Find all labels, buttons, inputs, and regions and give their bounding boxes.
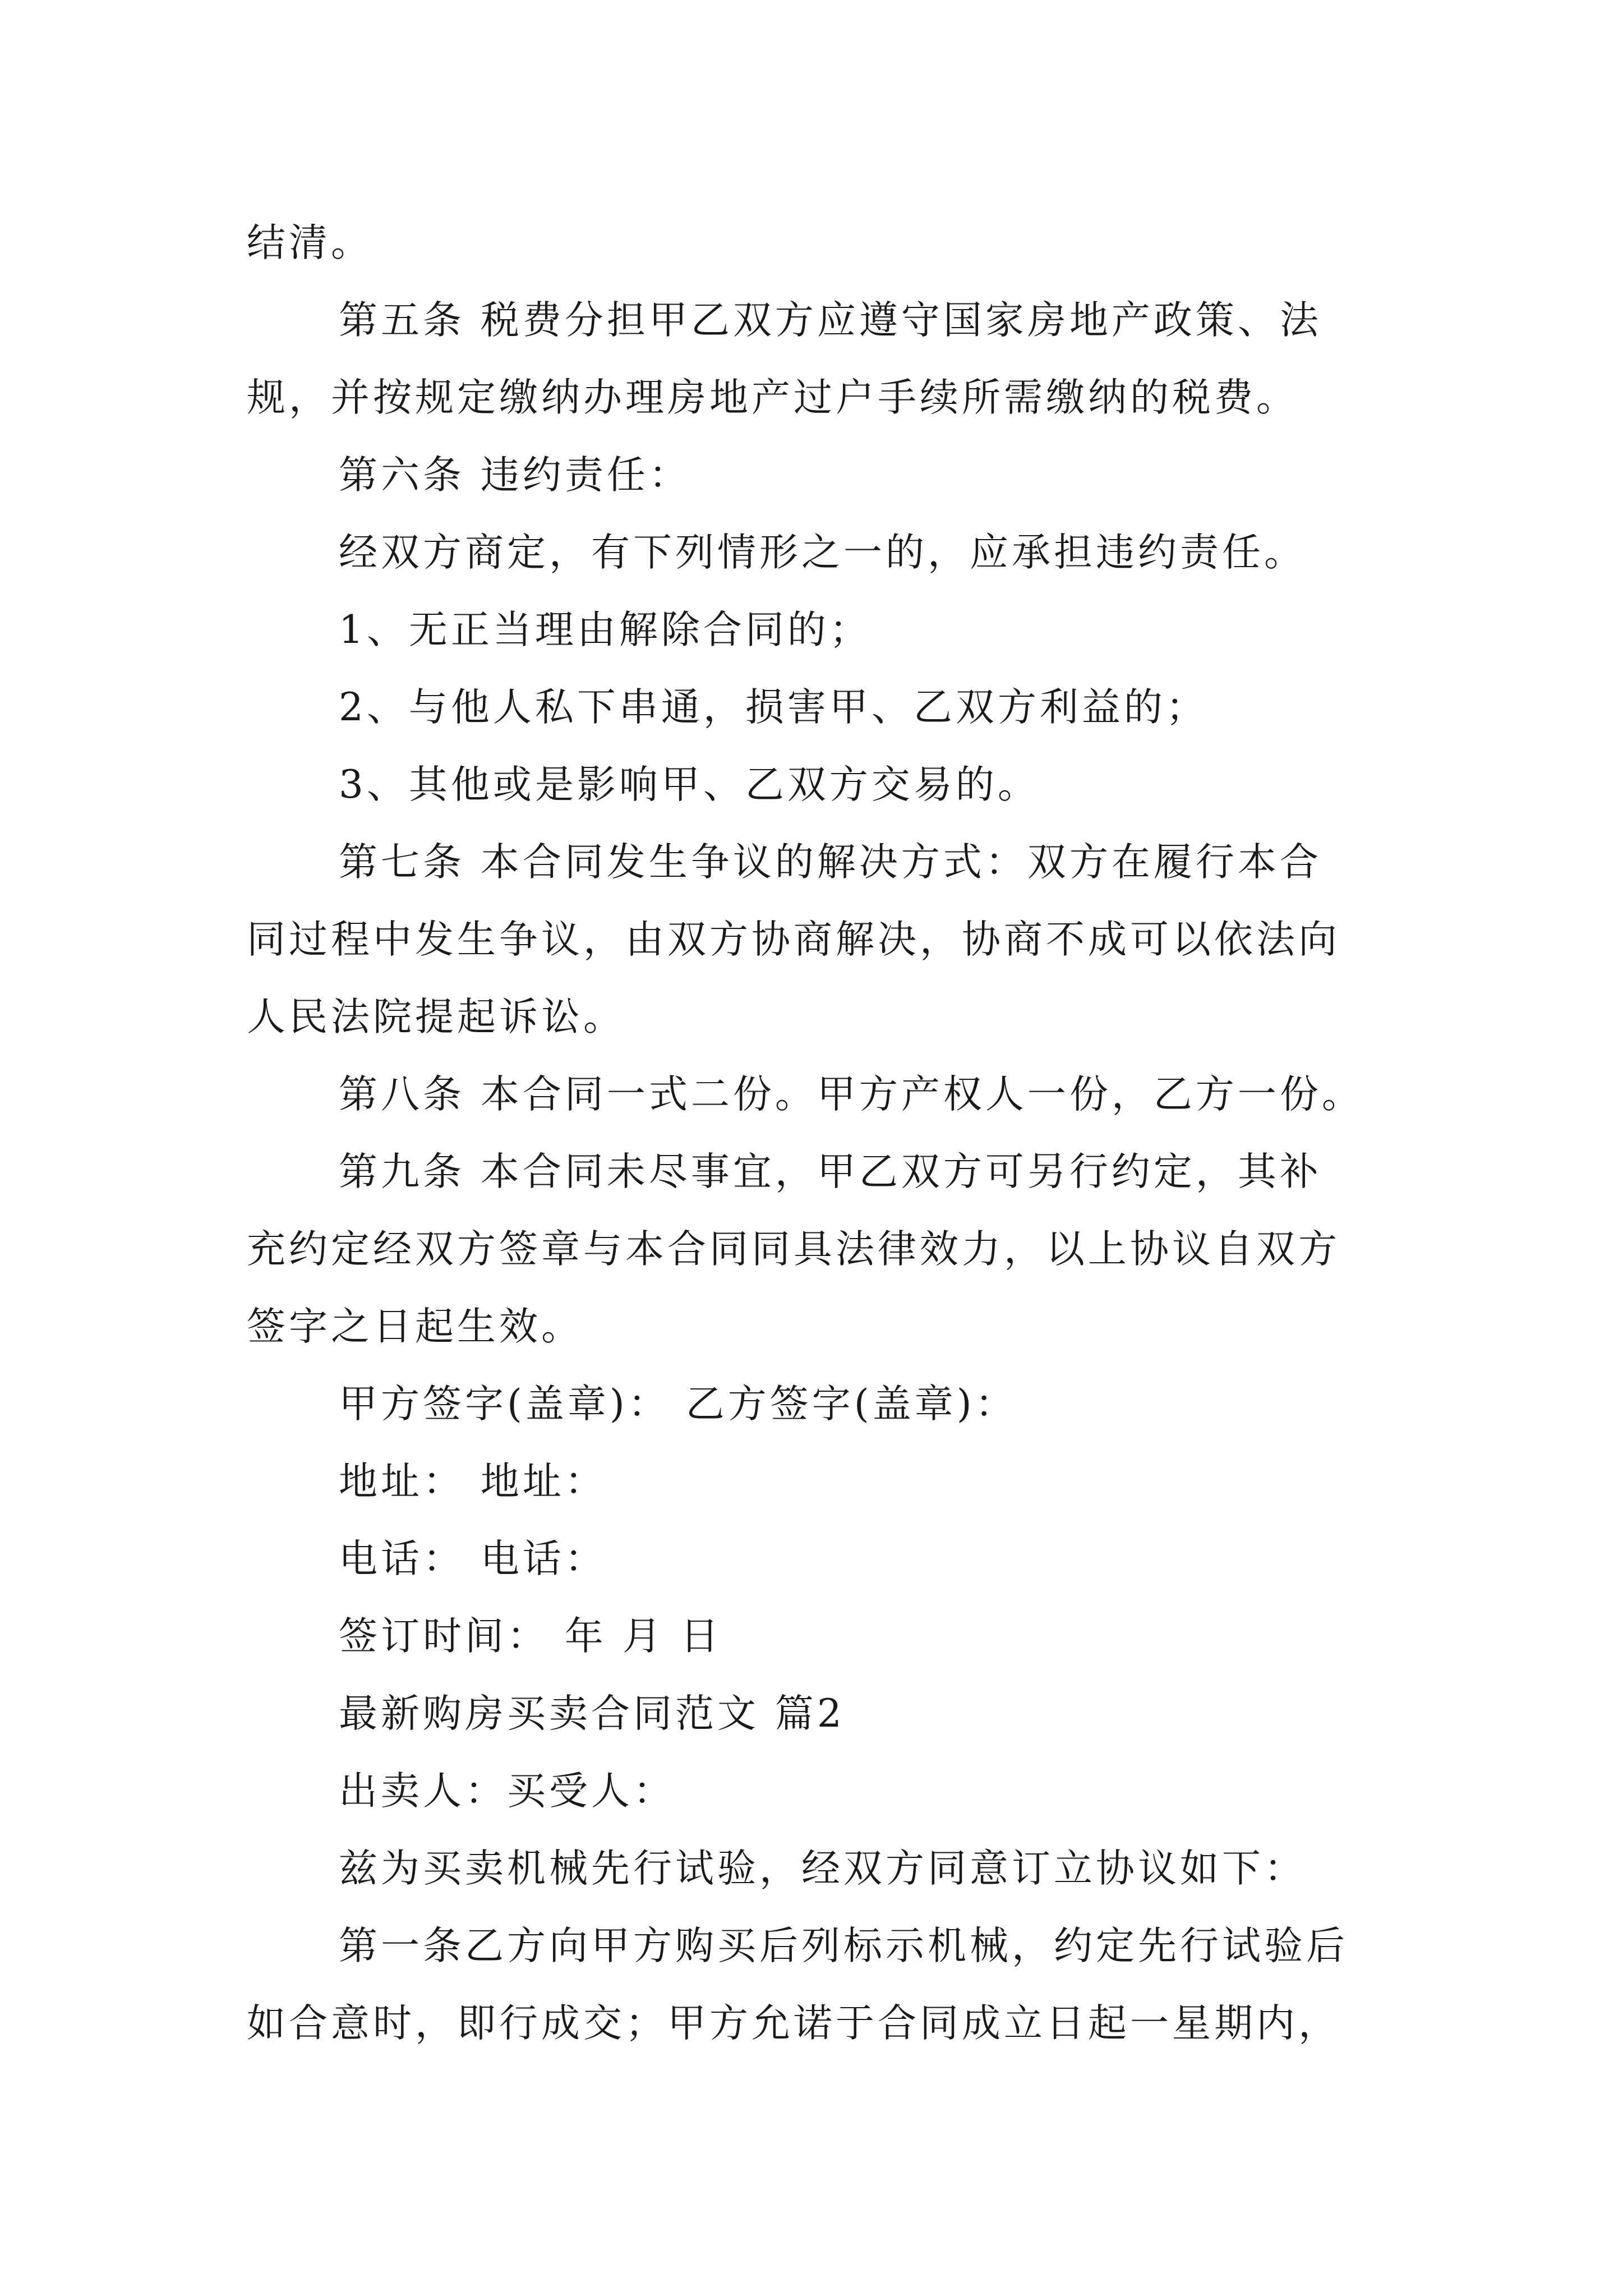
text-line-9: 第七条 本合同发生争议的解决方式：双方在履行本合 — [339, 840, 1322, 885]
text-line-1: 结清。 — [247, 220, 373, 265]
text-line-19: 签订时间： 年 月 日 — [339, 1614, 722, 1659]
text-line-15: 签字之日起生效。 — [247, 1304, 583, 1349]
text-line-12: 第八条 本合同一式二份。甲方产权人一份，乙方一份。 — [339, 1072, 1364, 1117]
text-line-13: 第九条 本合同未尽事宜，甲乙双方可另行约定，其补 — [339, 1149, 1322, 1194]
text-line-7: 2、与他人私下串通，损害甲、乙双方利益的； — [339, 685, 1208, 730]
text-line-21: 出卖人：买受人： — [339, 1769, 675, 1814]
text-line-4: 第六条 违约责任： — [339, 453, 691, 498]
text-line-17: 地址： 地址： — [339, 1459, 607, 1504]
text-line-8: 3、其他或是影响甲、乙双方交易的。 — [339, 762, 1040, 807]
text-line-11: 人民法院提起诉讼。 — [247, 995, 625, 1039]
text-line-14: 充约定经双方签章与本合同同具法律效力，以上协议自双方 — [247, 1227, 1340, 1272]
text-line-20: 最新购房买卖合同范文 篇2 — [339, 1691, 845, 1736]
text-line-22: 兹为买卖机械先行试验，经双方同意订立协议如下： — [339, 1846, 1306, 1891]
text-line-16: 甲方签字(盖章)： 乙方签字(盖章)： — [339, 1382, 1017, 1427]
text-line-6: 1、无正当理由解除合同的； — [339, 608, 872, 652]
text-line-2: 第五条 税费分担甲乙双方应遵守国家房地产政策、法 — [339, 298, 1322, 343]
text-line-24: 如合意时，即行成交；甲方允诺于合同成立日起一星期内， — [247, 2001, 1340, 2046]
text-line-3: 规，并按规定缴纳办理房地产过户手续所需缴纳的税费。 — [247, 375, 1298, 420]
text-line-18: 电话： 电话： — [339, 1536, 607, 1581]
text-line-10: 同过程中发生争议，由双方协商解决，协商不成可以依法向 — [247, 917, 1340, 962]
text-line-5: 经双方商定，有下列情形之一的，应承担违约责任。 — [339, 530, 1306, 575]
text-line-23: 第一条乙方向甲方购买后列标示机械，约定先行试验后 — [339, 1924, 1348, 1968]
